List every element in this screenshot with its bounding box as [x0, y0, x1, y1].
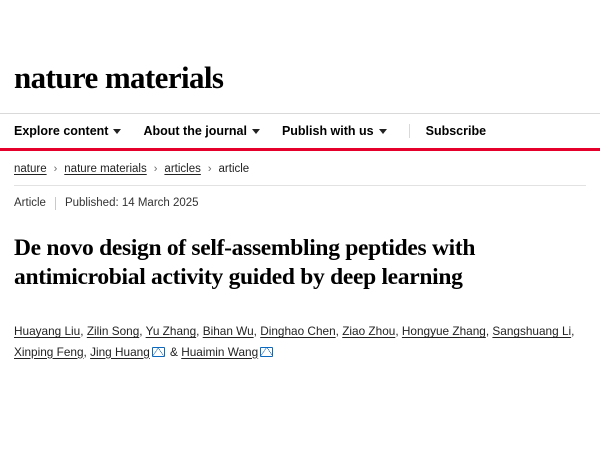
nav-item-explore-content[interactable]: [14, 124, 143, 138]
author-link[interactable]: Dinghao Chen: [260, 324, 336, 339]
author-separator: ,: [253, 324, 261, 339]
author-link[interactable]: Jing Huang: [90, 344, 150, 359]
nav-item-label: Publish with us: [281, 123, 374, 138]
page-title: De novo design of self-assembling peptides with antimicrobial activity guided by deep learning: [14, 235, 476, 290]
author-separator: &: [166, 344, 182, 359]
author-link[interactable]: Sangshuang Li: [492, 324, 572, 339]
masthead: [0, 62, 600, 99]
nav-item-label: About the journal: [143, 123, 247, 138]
author-separator: ,: [139, 324, 146, 339]
nav-item-label: Explore content: [14, 123, 109, 138]
article-type: Article: [14, 197, 46, 210]
author-separator: ,: [571, 324, 575, 339]
breadcrumb-separator: ›: [153, 162, 158, 175]
page-top-spacer: [0, 0, 600, 62]
nav-item-publish-with-us[interactable]: [282, 124, 409, 138]
author-separator: ,: [83, 344, 91, 359]
article-meta: [0, 186, 600, 210]
breadcrumb-separator: ›: [207, 162, 212, 175]
nav-item-label: Subscribe: [425, 123, 487, 138]
article-published-date: Published: 14 March 2025: [64, 197, 199, 210]
nav-item-about-the-journal[interactable]: [143, 124, 281, 138]
author-separator: ,: [485, 324, 493, 339]
main-navigation: [0, 113, 600, 148]
meta-divider: [55, 197, 56, 210]
email-icon[interactable]: [152, 347, 165, 357]
author-link[interactable]: Xinping Feng: [14, 344, 84, 359]
author-separator: ,: [395, 324, 402, 339]
author-link[interactable]: Yu Zhang: [145, 324, 197, 339]
email-icon[interactable]: [260, 347, 273, 357]
chevron-down-icon: [252, 129, 260, 134]
breadcrumb-item-article: article: [218, 162, 250, 175]
author-separator: ,: [80, 324, 87, 339]
journal-brand-title[interactable]: nature materials: [14, 60, 224, 95]
chevron-down-icon: [113, 129, 121, 134]
chevron-down-icon: [379, 129, 387, 134]
author-separator: ,: [196, 324, 203, 339]
nav-item-subscribe[interactable]: [409, 124, 508, 138]
breadcrumb-item-nature-materials[interactable]: nature materials: [64, 162, 147, 175]
author-link[interactable]: Huayang Liu: [14, 324, 81, 339]
author-link[interactable]: Huaimin Wang: [181, 344, 259, 359]
author-separator: ,: [335, 324, 343, 339]
breadcrumb-item-nature[interactable]: nature: [14, 162, 47, 175]
author-link[interactable]: Hongyue Zhang: [401, 324, 486, 339]
breadcrumb-item-articles[interactable]: articles: [164, 162, 201, 175]
author-link[interactable]: Bihan Wu: [202, 324, 254, 339]
breadcrumb: [0, 151, 600, 175]
author-link[interactable]: Zilin Song: [86, 324, 140, 339]
author-link[interactable]: Ziao Zhou: [342, 324, 396, 339]
author-list: [0, 307, 600, 362]
breadcrumb-separator: ›: [53, 162, 58, 175]
